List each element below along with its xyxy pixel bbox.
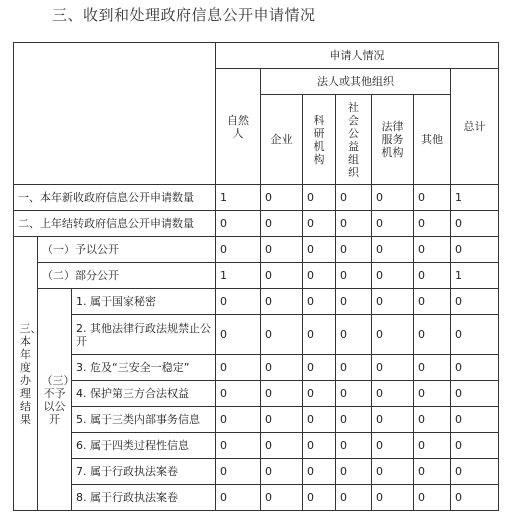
cell: 0 [216, 289, 261, 315]
cell: 0 [303, 237, 336, 263]
row-enforcement-file [14, 459, 499, 485]
cell: 0 [261, 289, 303, 315]
cell: 0 [261, 459, 303, 485]
cell: 1 [451, 185, 499, 211]
not-disclosed-group-label: （三）不予以公开 [38, 289, 72, 511]
cell: 0 [216, 315, 261, 355]
row-three-security [14, 355, 499, 381]
cell: 0 [261, 433, 303, 459]
header-total: 总计 [451, 69, 499, 185]
corner-cell [14, 43, 216, 185]
cell: 0 [451, 381, 499, 407]
cell: 0 [372, 355, 414, 381]
cell: 0 [336, 263, 372, 289]
cell: 0 [303, 263, 336, 289]
section-processing-results-label: 三、本年度办理结果 [14, 237, 38, 511]
row-label: （二）部分公开 [38, 263, 216, 289]
cell: 0 [372, 433, 414, 459]
cell: 0 [261, 407, 303, 433]
cell: 0 [303, 315, 336, 355]
cell: 0 [372, 459, 414, 485]
cell: 0 [261, 315, 303, 355]
cell: 0 [303, 407, 336, 433]
row-internal-affairs [14, 407, 499, 433]
cell: 0 [414, 355, 451, 381]
row-label: 4. 保护第三方合法权益 [72, 381, 216, 407]
cell: 0 [261, 185, 303, 211]
cell: 0 [216, 237, 261, 263]
cell: 0 [303, 433, 336, 459]
cell: 0 [372, 237, 414, 263]
row-label: 二、上年结转政府信息公开申请数量 [14, 211, 216, 237]
row-state-secret [14, 289, 499, 315]
cell: 1 [216, 263, 261, 289]
cell: 0 [336, 289, 372, 315]
application-stats-table [13, 42, 499, 511]
cell: 0 [414, 459, 451, 485]
header-legal-service: 法律服务机构 [372, 95, 414, 185]
cell: 0 [303, 381, 336, 407]
cell: 0 [216, 211, 261, 237]
header-social-welfare: 社会公益组织 [336, 95, 372, 185]
cell: 0 [303, 355, 336, 381]
cell: 0 [414, 211, 451, 237]
row-process-info [14, 433, 499, 459]
cell: 0 [451, 355, 499, 381]
cell: 0 [261, 381, 303, 407]
header-enterprise: 企业 [261, 95, 303, 185]
cell: 0 [303, 485, 336, 511]
row-prohibited-by-law [14, 315, 499, 355]
row-label: （一）予以公开 [38, 237, 216, 263]
cell: 0 [372, 315, 414, 355]
cell: 0 [261, 485, 303, 511]
cell: 0 [336, 237, 372, 263]
row-label: 一、本年新收政府信息公开申请数量 [14, 185, 216, 211]
cell: 0 [451, 315, 499, 355]
cell: 0 [451, 289, 499, 315]
cell: 0 [372, 407, 414, 433]
cell: 0 [414, 407, 451, 433]
cell: 0 [372, 485, 414, 511]
cell: 0 [336, 485, 372, 511]
cell: 0 [414, 485, 451, 511]
row-partially-disclosed [14, 263, 499, 289]
cell: 0 [451, 433, 499, 459]
cell: 0 [414, 237, 451, 263]
cell: 0 [372, 263, 414, 289]
cell: 0 [336, 407, 372, 433]
cell: 0 [372, 381, 414, 407]
cell: 0 [336, 433, 372, 459]
row-label: 3. 危及“三安全一稳定” [72, 355, 216, 381]
cell: 0 [261, 237, 303, 263]
cell: 0 [451, 459, 499, 485]
row-disclosed [14, 237, 499, 263]
cell: 0 [372, 289, 414, 315]
cell: 0 [336, 381, 372, 407]
row-label: 1. 属于国家秘密 [72, 289, 216, 315]
cell: 0 [216, 433, 261, 459]
cell: 0 [336, 315, 372, 355]
cell: 0 [336, 211, 372, 237]
cell: 0 [336, 355, 372, 381]
cell: 0 [216, 355, 261, 381]
row-new-applications [14, 185, 499, 211]
header-other: 其他 [414, 95, 451, 185]
header-natural-person: 自然人 [216, 69, 261, 185]
cell: 0 [303, 211, 336, 237]
cell: 0 [216, 381, 261, 407]
cell: 0 [451, 407, 499, 433]
cell: 0 [303, 289, 336, 315]
row-label: 6. 属于四类过程性信息 [72, 433, 216, 459]
cell: 0 [414, 289, 451, 315]
cell: 0 [216, 407, 261, 433]
cell: 0 [414, 185, 451, 211]
section-title: 三、收到和处理政府信息公开申请情况 [52, 6, 316, 24]
row-label: 5. 属于三类内部事务信息 [72, 407, 216, 433]
cell: 0 [303, 185, 336, 211]
cell: 0 [451, 237, 499, 263]
cell: 0 [216, 485, 261, 511]
cell: 0 [336, 185, 372, 211]
row-third-party-rights [14, 381, 499, 407]
header-legal-entities: 法人或其他组织 [261, 69, 451, 95]
cell: 0 [451, 211, 499, 237]
row-carryover-applications [14, 211, 499, 237]
header-research: 科研机构 [303, 95, 336, 185]
cell: 0 [336, 459, 372, 485]
cell: 0 [261, 263, 303, 289]
cell: 1 [216, 185, 261, 211]
cell: 0 [414, 315, 451, 355]
row-label: 8. 属于行政执法案卷 [72, 485, 216, 511]
row-label: 2. 其他法律行政法规禁止公开 [72, 315, 216, 355]
row-enforcement-file-2 [14, 485, 499, 511]
cell: 0 [372, 185, 414, 211]
cell: 0 [451, 485, 499, 511]
header-applicant-info: 申请人情况 [216, 43, 499, 69]
cell: 0 [261, 211, 303, 237]
cell: 0 [303, 459, 336, 485]
cell: 1 [451, 263, 499, 289]
cell: 0 [414, 433, 451, 459]
cell: 0 [216, 459, 261, 485]
row-label: 7. 属于行政执法案卷 [72, 459, 216, 485]
cell: 0 [261, 355, 303, 381]
cell: 0 [414, 381, 451, 407]
cell: 0 [372, 211, 414, 237]
cell: 0 [414, 263, 451, 289]
